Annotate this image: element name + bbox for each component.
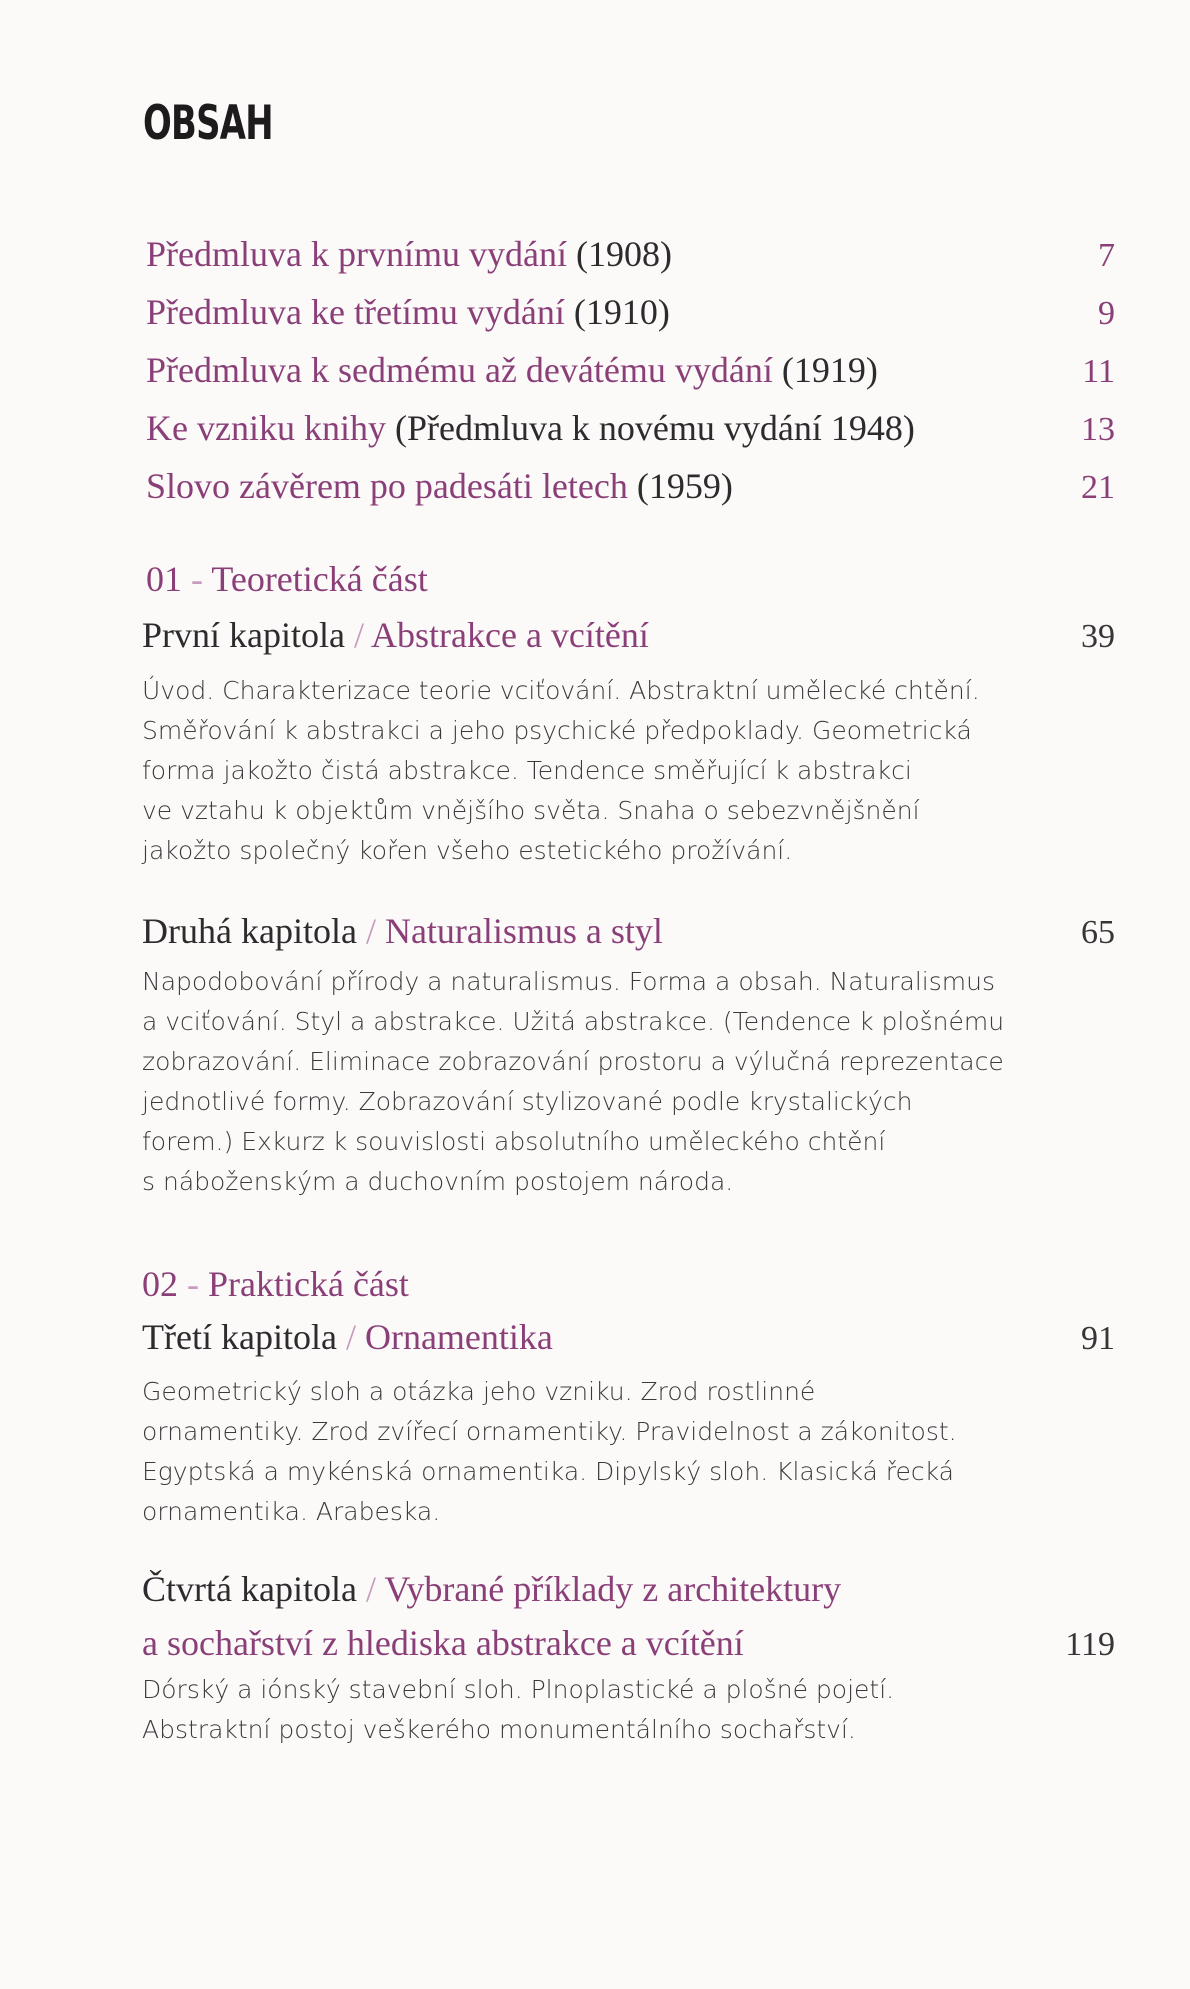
section-heading bbox=[142, 1266, 409, 1302]
toc-entry[interactable] bbox=[146, 468, 1115, 505]
page-number: 21 bbox=[1081, 469, 1115, 506]
description-line: a vciťování. Styl a abstrakce. Užitá abstrakce. (Tendence k plošnému bbox=[142, 1007, 1005, 1036]
entry-suffix: (1908) bbox=[575, 234, 672, 274]
description-line: ornamentika. Arabeska. bbox=[142, 1497, 441, 1526]
chapter-description bbox=[142, 1372, 1072, 1532]
description-line: Abstraktní postoj veškerého monumentálního sochařství. bbox=[142, 1715, 856, 1744]
description-line: s náboženským a duchovním postojem národa. bbox=[142, 1167, 734, 1196]
chapter-title-continued: a sochařství z hlediska abstrakce a vcítění bbox=[142, 1623, 744, 1663]
section-number: 02 bbox=[142, 1264, 178, 1304]
page-number: 39 bbox=[1081, 618, 1115, 655]
chapter-label: První kapitola bbox=[142, 615, 345, 655]
page-number: 11 bbox=[1082, 353, 1115, 390]
description-line: jakožto společný kořen všeho estetického prožívání. bbox=[142, 836, 793, 865]
page-number: 7 bbox=[1098, 237, 1115, 274]
chapter-separator: / bbox=[365, 911, 376, 951]
chapter-separator: / bbox=[365, 1569, 376, 1609]
entry-title: Ke vzniku knihy bbox=[146, 408, 386, 448]
chapter-entry[interactable] bbox=[142, 617, 1115, 654]
description-line: ve vztahu k objektům vnějšího světa. Snaha o sebezvnějšnění bbox=[142, 796, 920, 825]
description-line: Egyptská a mykénská ornamentika. Dipylský sloh. Klasická řecká bbox=[142, 1457, 954, 1486]
chapter-title: Vybrané příklady z architektury bbox=[384, 1569, 842, 1609]
chapter-title: Abstrakce a vcítění bbox=[371, 615, 649, 655]
description-line: Geometrický sloh a otázka jeho vzniku. Zrod rostlinné bbox=[142, 1377, 816, 1406]
page-number: 91 bbox=[1081, 1320, 1115, 1357]
section-dash: - bbox=[187, 1264, 199, 1304]
chapter-title: Naturalismus a styl bbox=[384, 911, 663, 951]
toc-entry[interactable] bbox=[146, 236, 1115, 273]
chapter-label: Třetí kapitola bbox=[142, 1317, 337, 1357]
chapter-separator: / bbox=[353, 615, 364, 655]
description-line: jednotlivé formy. Zobrazování stylizované podle krystalických bbox=[142, 1087, 913, 1116]
entry-title: Předmluva ke třetímu vydání bbox=[146, 292, 565, 332]
section-title: Teoretická část bbox=[211, 559, 428, 599]
section-heading bbox=[146, 561, 428, 597]
section-title: Praktická část bbox=[208, 1264, 409, 1304]
description-line: Směřování k abstrakci a jeho psychické předpoklady. Geometrická bbox=[142, 716, 972, 745]
description-line: forem.) Exkurz k souvislosti absolutního uměleckého chtění bbox=[142, 1127, 886, 1156]
chapter-description bbox=[142, 1670, 1072, 1750]
chapter-entry[interactable] bbox=[142, 913, 1115, 950]
page-number: 65 bbox=[1081, 914, 1115, 951]
chapter-title: Ornamentika bbox=[364, 1317, 553, 1357]
page-number: 9 bbox=[1098, 295, 1115, 332]
description-line: Napodobování přírody a naturalismus. Forma a obsah. Naturalismus bbox=[142, 967, 995, 996]
chapter-description bbox=[142, 962, 1072, 1202]
entry-title: Slovo závěrem po padesáti letech bbox=[146, 466, 628, 506]
entry-suffix: (1959) bbox=[636, 466, 733, 506]
description-line: Dórský a iónský stavební sloh. Plnoplastické a plošné pojetí. bbox=[142, 1675, 895, 1704]
description-line: ornamentiky. Zrod zvířecí ornamentiky. Pravidelnost a zákonitost. bbox=[142, 1417, 957, 1446]
section-number: 01 bbox=[146, 559, 182, 599]
entry-suffix: (Předmluva k novému vydání 1948) bbox=[394, 408, 915, 448]
toc-entry[interactable] bbox=[146, 294, 1115, 331]
entry-suffix: (1919) bbox=[781, 350, 878, 390]
description-line: zobrazování. Eliminace zobrazování prostoru a výlučná reprezentace bbox=[142, 1047, 1004, 1076]
chapter-description bbox=[142, 671, 1072, 871]
toc-entry[interactable] bbox=[146, 410, 1115, 447]
section-dash: - bbox=[191, 559, 203, 599]
description-line: Úvod. Charakterizace teorie vciťování. Abstraktní umělecké chtění. bbox=[142, 676, 980, 705]
entry-title: Předmluva k sedmému až devátému vydání bbox=[146, 350, 773, 390]
page-number: 119 bbox=[1065, 1626, 1115, 1663]
entry-title: Předmluva k prvnímu vydání bbox=[146, 234, 567, 274]
chapter-entry[interactable] bbox=[142, 1319, 1115, 1356]
page-title: OBSAH bbox=[143, 96, 273, 151]
entry-suffix: (1910) bbox=[573, 292, 670, 332]
description-line: forma jakožto čistá abstrakce. Tendence směřující k abstrakci bbox=[142, 756, 912, 785]
chapter-separator: / bbox=[345, 1317, 356, 1357]
chapter-label: Druhá kapitola bbox=[142, 911, 357, 951]
page-number: 13 bbox=[1081, 411, 1115, 448]
chapter-entry[interactable] bbox=[142, 1562, 1115, 1672]
toc-entry[interactable] bbox=[146, 352, 1115, 389]
chapter-label: Čtvrtá kapitola bbox=[142, 1569, 357, 1609]
